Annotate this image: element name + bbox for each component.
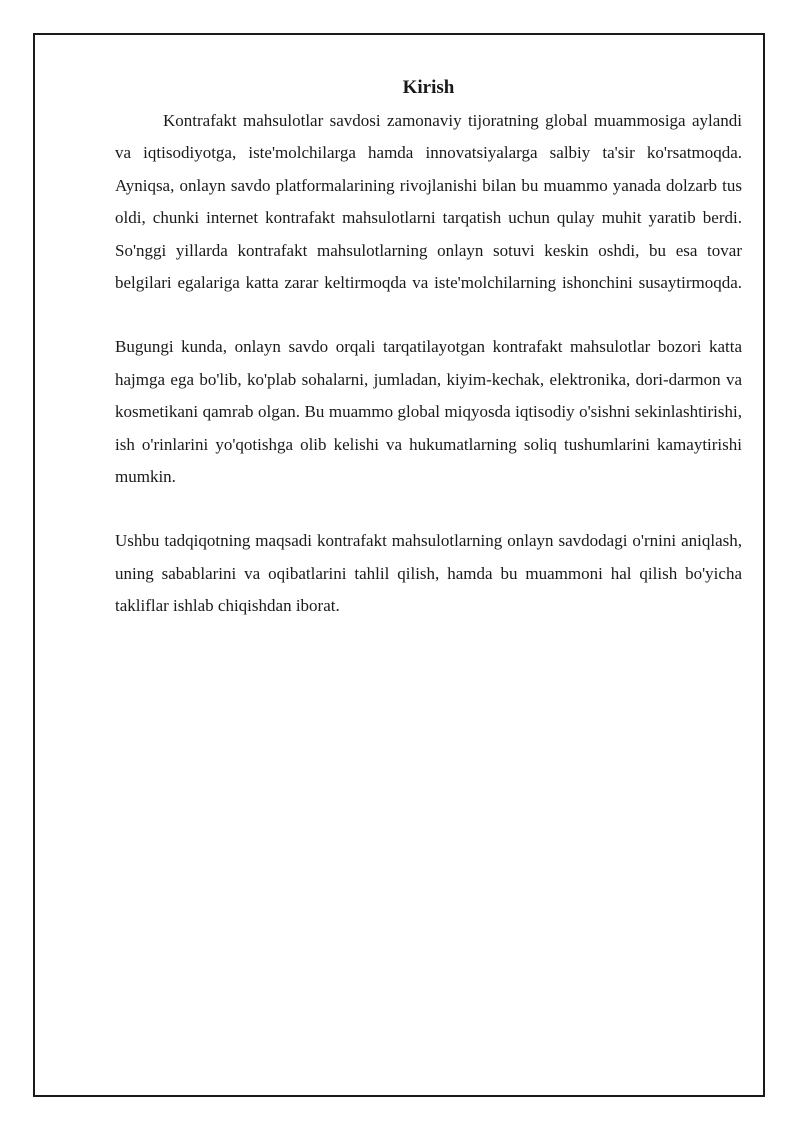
paragraph-3: Ushbu tadqiqotning maqsadi kontrafakt mahsulotlarning onlayn savdodagi o'rnini aniqlash, uning sabablarini va oqibatlarini tahlil qilish, hamda bu muammoni hal qilish bo'yicha takliflar ishlab chiqishdan iborat. [115,531,742,616]
paragraph-gap [115,299,742,331]
document-body [115,74,742,623]
paragraph-1: Kontrafakt mahsulotlar savdosi zamonaviy tijoratning global muammosiga aylandi va iqtisodiyotga, iste'molchilarga hamda innovatsiyalarga salbiy ta'sir ko'rsatmoqda. Ayniqsa, onlayn savdo platformalarining rivojlanishi bilan bu muammo yanada dolzarb tus oldi, chunki internet kontrafakt mahsulotlarni tarqatish uchun qulay muhit yaratib berdi. So'nggi yillarda kontrafakt mahsulotlarning onlayn sotuvi keskin oshdi, bu esa tovar belgilari egalariga katta zarar keltirmoqda va iste'molchilarning ishonchini susaytirmoqda. [115,111,742,293]
paragraph-2: Bugungi kunda, onlayn savdo orqali tarqatilayotgan kontrafakt mahsulotlar bozori katta hajmga ega bo'lib, ko'plab sohalarni, jumladan, kiyim-kechak, elektronika, dori-darmon va kosmetikani qamrab olgan. Bu muammo global miqyosda iqtisodiy o'sishni sekinlashtirishi, ish o'rinlarini yo'qotishga olib kelishi va hukumatlarning soliq tushumlarini kamaytirishi mumkin. [115,337,742,487]
document-title: Kirish [402,77,455,98]
paragraph-gap [115,493,742,525]
